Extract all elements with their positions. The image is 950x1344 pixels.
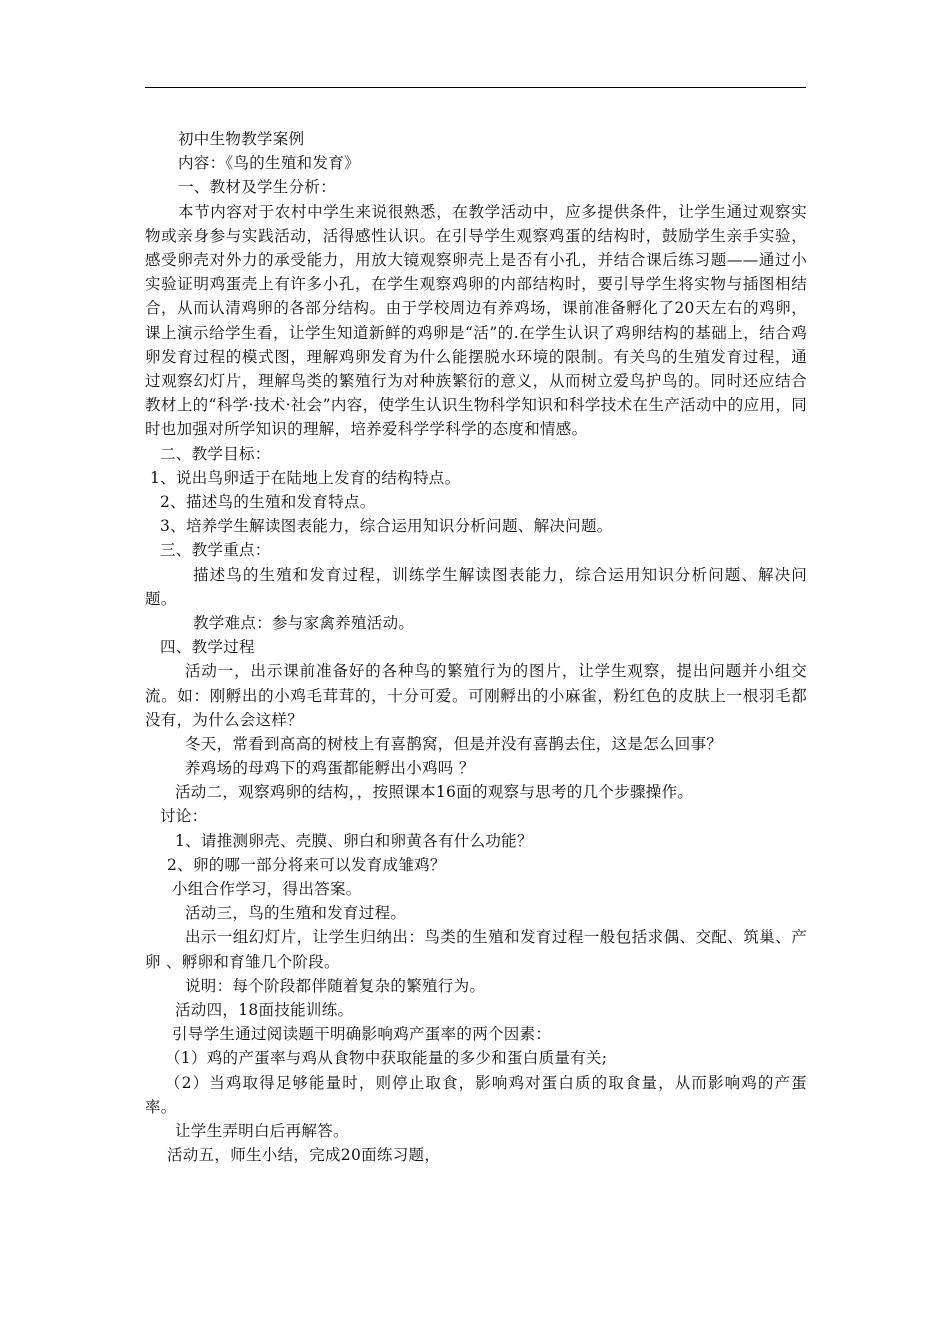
section-heading-process: 四、教学过程 [160, 638, 255, 657]
activity2-line: 活动二，观察鸡卵的结构，，按照课本16面的观察与思考的几个步骤操作。 [175, 783, 694, 802]
goal-item: 2、描述鸟的生殖和发育特点。 [160, 492, 376, 511]
factor-1: （1）鸡的产蛋率与鸡从食物中获取能量的多少和蛋白质量有关; [165, 1049, 608, 1068]
content-line: 内容：《鸟的生殖和发育》 [178, 154, 360, 173]
factor-2-paragraph: （2）当鸡取得足够能量时，则停止取食，影响鸡对蛋白质的取食量，从而影响鸡的产蛋率。 [145, 1073, 807, 1116]
activity5-line: 活动五，师生小结，完成20面练习题， [167, 1146, 441, 1165]
document-body [145, 127, 807, 1167]
discussion-label: 讨论： [160, 807, 208, 826]
header-rule [145, 87, 806, 88]
document-title: 初中生物教学案例 [178, 130, 305, 148]
difficulty-line: 教学难点：参与家禽养殖活动。 [193, 613, 415, 632]
goal-item: 1、说出鸟卵适于在陆地上发育的结构特点。 [150, 468, 461, 487]
slides-paragraph: 出示一组幻灯片，让学生归纳出：鸟类的生殖和发育过程一般包括求偶、交配、筑巢、产卵 、孵卵和育雏几个阶段。 [145, 928, 807, 971]
section-heading-analysis: 一、教材及学生分析： [178, 178, 337, 197]
key-points-paragraph: 描述鸟的生殖和发育过程，训练学生解读图表能力，综合运用知识分析问题、解决问题。 [145, 565, 807, 608]
group-study-line: 小组合作学习，得出答案。 [172, 880, 362, 899]
activity1-paragraph: 活动一，出示课前准备好的各种鸟的繁殖行为的图片，让学生观察，提出问题并小组交流。如：刚孵出的小鸡毛茸茸的，十分可爱。可刚孵出的小麻雀，粉红色的皮肤上一根羽毛都没有，为什么会这样？ [145, 662, 807, 729]
section-heading-goals: 二、教学目标： [160, 444, 271, 463]
discussion-question: 2、卵的哪一部分将来可以发育成雏鸡？ [167, 855, 446, 874]
activity4-line: 活动四，18面技能训练。 [175, 1001, 354, 1020]
activity3-line: 活动三，鸟的生殖和发育过程。 [185, 904, 407, 923]
after-understand-line: 让学生弄明白后再解答。 [175, 1121, 349, 1140]
winter-question: 冬天，常看到高高的树枝上有喜鹊窝，但是并没有喜鹊去住，这是怎么回事？ [185, 734, 723, 753]
discussion-question: 1、请推测卵壳、壳膜、卵白和卵黄各有什么功能？ [175, 831, 533, 850]
explanation-line: 说明：每个阶段都伴随着复杂的繁殖行为。 [185, 976, 486, 995]
guide-line: 引导学生通过阅读题干明确影响鸡产蛋率的两个因素： [172, 1025, 552, 1044]
section-heading-key-points: 三、教学重点： [160, 541, 271, 560]
farm-question: 养鸡场的母鸡下的鸡蛋都能孵出小鸡吗 ？ [185, 759, 475, 778]
analysis-paragraph: 本节内容对于农村中学生来说很熟悉，在教学活动中，应多提供条件，让学生通过观察实物或亲身参与实践活动，活得感性认识。在引导学生观察鸡蛋的结构时，鼓励学生亲手实验，感受卵壳对外力的承受能力，用放大镜观察卵壳上是否有小孔，并结合课后练习题——通过小实验证明鸡蛋壳上有许多小孔，在学生观察鸡卵的内部结构时，要引导学生将实物与插图相结合，从而认清鸡卵的各部分结构。由于学校周边有养鸡场，课前准备孵化了20天左右的鸡卵，课上演示给学生看，让学生知道新鲜的鸡卵是“活”的.在学生认识了鸡卵结构的基础上，结合鸡卵发育过程的模式图，理解鸡卵发育为什么能摆脱水环境的限制。有关鸟的生殖发育过程，通过观察幻灯片，理解鸟类的繁殖行为对种族繁衍的意义，从而树立爱鸟护鸟的。同时还应结合教材上的“科学·技术·社会”内容，使学生认识生物科学知识和科学技术在生产活动中的应用，同时也加强对所学知识的理解，培养爱科学学科学的态度和情感。 [145, 202, 807, 439]
goal-item: 3、培养学生解读图表能力，综合运用知识分析问题、解决问题。 [160, 517, 613, 536]
